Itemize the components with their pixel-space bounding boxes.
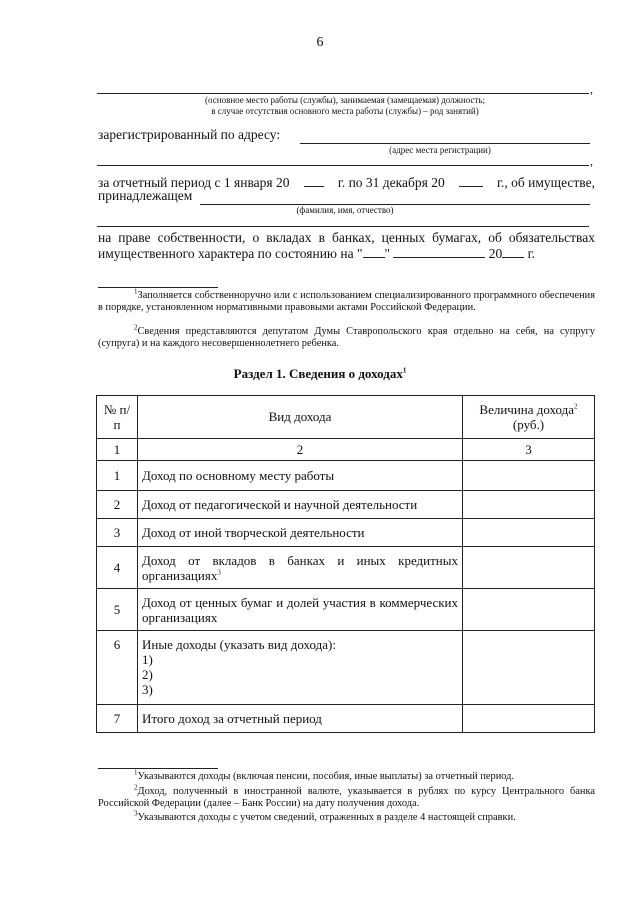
- footnote-top-2-mark: 2: [134, 323, 138, 332]
- row-kind: Доход от иной творческой деятельности: [138, 519, 463, 547]
- address-line-comma: ,: [590, 154, 593, 168]
- table-row: [97, 631, 595, 705]
- as-of-year-suffix: г.: [527, 246, 536, 261]
- row-sub-item: 3): [142, 682, 153, 697]
- row-num: 4: [97, 547, 138, 589]
- row-kind: [138, 547, 463, 589]
- table-row: [97, 491, 595, 519]
- table-row: [97, 519, 595, 547]
- table-row: [97, 589, 595, 631]
- row-num: 1: [97, 461, 138, 491]
- row-kind: Итого доход за отчетный период: [138, 705, 463, 733]
- footnote-top-2: [98, 323, 595, 350]
- row-kind-text: Доход от вкладов в банках и иных кредитных организациях: [142, 552, 458, 583]
- row-kind: Доход от ценных бумаг и долей участия в коммерческих организациях: [138, 589, 463, 631]
- page-number: 6: [316, 35, 324, 50]
- registered-label: зарегистрированный по адресу:: [98, 127, 281, 142]
- footnote-bottom-3-text: Указываются доходы с учетом сведений, отраженных в разделе 4 настоящей справки.: [137, 812, 516, 823]
- section-title-text: Раздел 1. Сведения о доходах: [233, 366, 403, 381]
- col-index-1: 1: [97, 439, 138, 461]
- row-sub-item: 2): [142, 667, 153, 682]
- employment-caption: [120, 95, 570, 117]
- footnote-bottom-2-mark: 2: [134, 783, 138, 792]
- row-num: 7: [97, 705, 138, 733]
- row-value-cell[interactable]: [463, 461, 595, 491]
- employment-caption-line1: (основное место работы (службы), занимаемая (замещаемая) должность;: [205, 95, 485, 105]
- row-kind: Доход по основному месту работы: [138, 461, 463, 491]
- as-of-century: 20: [488, 246, 503, 261]
- col-index-3: 3: [463, 439, 595, 461]
- belonging-label: принадлежащем: [98, 188, 193, 203]
- footnote-top-2-text: Сведения представляются депутатом Думы Ставропольского края отдельно на себя, на супругу (супруга) и на каждого несовершеннолетнего ребенка.: [98, 326, 595, 349]
- employment-line-comma: ,: [590, 82, 593, 96]
- as-of-year-blank[interactable]: [502, 245, 524, 258]
- footnote-bottom-1-text: Указываются доходы (включая пенсии, пособия, иные выплаты) за отчетный период.: [137, 771, 515, 782]
- address-caption: (адрес места регистрации): [389, 145, 491, 155]
- col-header-kind: Вид дохода: [138, 396, 463, 439]
- period-start-year-blank[interactable]: [304, 172, 324, 187]
- footnote-bottom-1-mark: 1: [134, 768, 138, 777]
- row-value-cell[interactable]: [463, 631, 595, 705]
- col-header-value-unit: (руб.): [512, 417, 545, 432]
- table-row: [97, 705, 595, 733]
- period-end-year-blank[interactable]: [459, 172, 483, 187]
- as-of-quote: ": [384, 246, 391, 261]
- table-row: [97, 547, 595, 589]
- period-text-2: г. по 31 декабря 20: [337, 175, 445, 190]
- row-value-cell[interactable]: [463, 589, 595, 631]
- property-text-line1: на праве собственности, о вкладах в банках, ценных бумагах, об обязательствах: [98, 230, 595, 245]
- section-title-mark: 1: [402, 366, 407, 375]
- section-title: [0, 366, 640, 382]
- name-caption: (фамилия, имя, отчество): [296, 205, 394, 215]
- owner-name-field-line-2[interactable]: [97, 226, 589, 227]
- table-header-row: [97, 396, 595, 439]
- footnote-bottom-1: [98, 768, 595, 783]
- row-value-cell[interactable]: [463, 491, 595, 519]
- footnote-separator-top: [98, 287, 218, 288]
- property-text-line2: [98, 245, 535, 262]
- col-header-num: № п/п: [97, 396, 138, 439]
- row-value-cell[interactable]: [463, 705, 595, 733]
- row-kind: Доход от педагогической и научной деятельности: [138, 491, 463, 519]
- row-num: 2: [97, 491, 138, 519]
- footnote-bottom-3-mark: 3: [134, 809, 138, 818]
- footnote-separator-bottom: [98, 768, 218, 769]
- as-of-text: имущественного характера по состоянию на ": [98, 246, 363, 261]
- footnote-top-1-text: Заполняется собственноручно или с использованием специализированного программного обеспечения в порядке, установленном нормативными правовыми актами Российской Федерации.: [98, 290, 595, 313]
- footnote-bottom-2-text: Доход, полученный в иностранной валюте, указывается в рублях по курсу Центрального банка Российской Федерации (далее – Банк России) на дату получения дохода.: [98, 786, 595, 809]
- row-value-cell[interactable]: [463, 519, 595, 547]
- row-sub-item: 1): [142, 652, 153, 667]
- footnote-bottom-2: [98, 783, 595, 810]
- footnote-top-1: [98, 287, 595, 314]
- col-index-2: 2: [138, 439, 463, 461]
- employment-caption-line2: в случае отсутствия основного места работы (службы) – род занятий): [211, 106, 479, 116]
- col-header-value-mark: 2: [574, 402, 578, 411]
- income-table: [96, 395, 595, 733]
- as-of-day-blank[interactable]: [363, 245, 385, 258]
- table-row: [97, 461, 595, 491]
- period-text-1: за отчетный период с 1 января 20: [98, 175, 290, 190]
- col-header-value-text: Величина дохода: [479, 402, 575, 417]
- period-text-3: г., об имуществе,: [497, 175, 595, 190]
- footnote-top-1-mark: 1: [134, 287, 138, 296]
- address-field-line-2[interactable]: [97, 165, 589, 166]
- address-field-line[interactable]: [300, 143, 590, 144]
- employment-field-line[interactable]: [97, 93, 589, 94]
- row-num: 3: [97, 519, 138, 547]
- col-header-value: [463, 396, 595, 439]
- table-index-row: [97, 439, 595, 461]
- row-value-cell[interactable]: [463, 547, 595, 589]
- row-num: 6: [97, 631, 138, 705]
- row-num: 5: [97, 589, 138, 631]
- footnote-bottom-3: [98, 809, 595, 824]
- row-kind-text: Иные доходы (указать вид дохода):: [142, 637, 336, 652]
- as-of-month-blank[interactable]: [393, 245, 485, 258]
- row-kind: [138, 631, 463, 705]
- row-kind-mark: 3: [217, 568, 221, 577]
